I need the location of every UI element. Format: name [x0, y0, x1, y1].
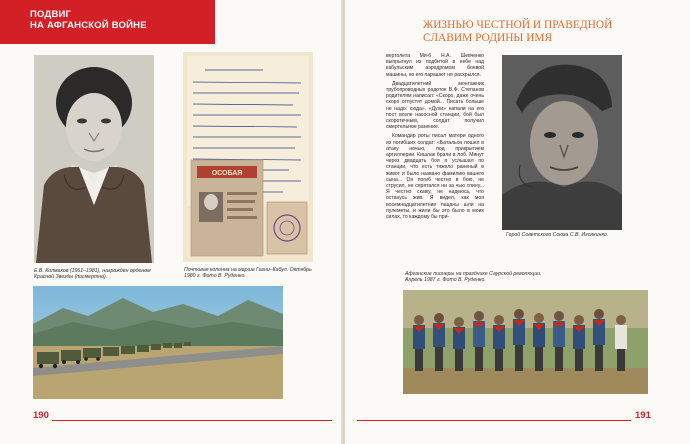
document-stamp-text: ОСОБАЯ — [211, 170, 243, 177]
chapter-title — [423, 19, 663, 45]
body-paragraph-3: Командир роты писал матери одного из погибших солдат: «Батальон пошел в атаку ночью, под прикрытием артиллерии. Кишлак брали в лоб. Минут через двадцать боя я услышал по станции, что есть тяжело раненый в живот и было названо фамилию вашего сына... Он погиб честно в бою, не струсил, не спрятался ни за чью спину... Я честно скажу, не надеюсь, что останусь жив. Я видел, как моя восемнадцатилетние пацаны шли на пулеметы, и жили бы это было в моих силах, то каждому бы при- — [386, 133, 484, 221]
convoy-photo — [33, 286, 283, 399]
section-header — [30, 9, 210, 31]
page-number-right: 191 — [635, 410, 651, 421]
chapter-title-line-2: СЛАВИМ РОДИНЫ ИМЯ — [423, 32, 553, 44]
article-body — [386, 53, 484, 223]
convoy-illustration — [33, 286, 283, 399]
section-header-band — [0, 0, 215, 44]
portrait-photo-igolkin — [502, 55, 622, 230]
pioneers-illustration — [403, 290, 648, 394]
caption-portrait-2: Герой Советского Союза С.В. Иголкинко. — [506, 232, 609, 238]
caption-document: Почтовая колонна на марше Газни–Кабул. Октябрь 1980 г. Фото В. Руденко. — [184, 267, 312, 280]
caption-portrait-1: Е.В. Колмаков (1961–1981), награжден орденом Красной Звезды (посмертно). — [34, 268, 151, 281]
footer-rule-right — [357, 420, 631, 421]
handwritten-letter-illustration — [183, 52, 313, 262]
left-page — [0, 0, 343, 444]
page-number-left: 190 — [33, 410, 49, 421]
document-photo — [183, 52, 313, 262]
body-paragraph-2: Двадцатилетний монтажник трубопроводных радоток В.Ф. Степанов родителям написал: «Скоро, даже очень скоро отпустят домой... Писать больше не надо: сюда». «Духи» напали на его пост возле насосной станции, бой был скоротечным, солдат получил смертельное ранение. — [386, 80, 484, 131]
footer-rule-left — [52, 420, 332, 421]
caption-pioneers: Афганские пионеры на празднике Саурской революции. Апрель 1987 г. Фото В. Руденко. — [405, 271, 542, 284]
pioneers-photo — [403, 290, 648, 394]
section-header-line-2: НА АФГАНСКОЙ ВОЙНЕ — [30, 20, 147, 31]
portrait-illustration — [34, 55, 154, 263]
soldier-portrait-illustration — [502, 55, 622, 230]
section-header-line-1: ПОДВИГ — [30, 9, 72, 20]
chapter-title-line-1: ЖИЗНЬЮ ЧЕСТНОЙ И ПРАВЕДНОЙ — [423, 19, 613, 31]
portrait-photo-kolmakov — [34, 55, 154, 263]
body-paragraph-1: вертолета Ми-6 Н.А. Шевченко выпрыгнул из подбитой в небе над кабульским аэродромом боевой машины, но его парашют не раскрылся. — [386, 53, 484, 78]
